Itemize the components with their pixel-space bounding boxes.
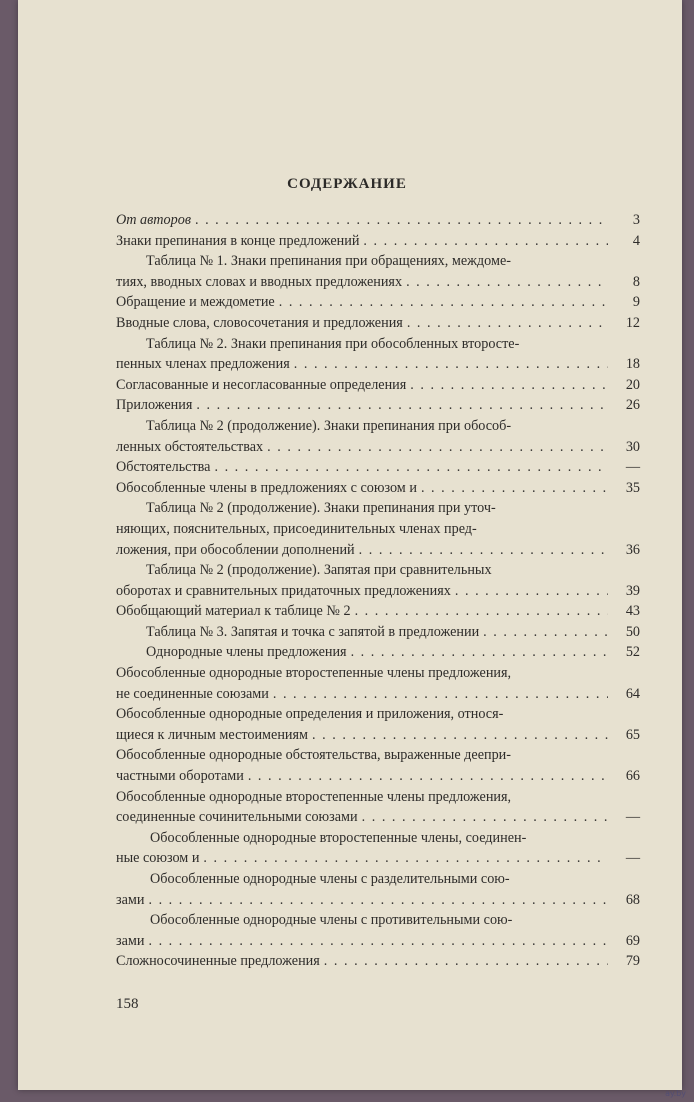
toc-entry-text: Сложносочиненные предложения — [116, 953, 320, 970]
toc-entry-text: соединенные сочинительными союзами — [116, 809, 358, 826]
leader-dots — [403, 313, 608, 334]
toc-entry — [116, 231, 640, 252]
toc-entry — [116, 395, 640, 416]
toc-entry-text: Обособленные однородные определения и приложения, относя- — [116, 706, 504, 723]
toc-entry — [116, 313, 640, 334]
toc-entry-text: зами — [116, 932, 145, 949]
toc-entry — [116, 560, 640, 601]
toc-entry-text: Обособленные однородные второстепенные члены предложения, — [116, 788, 512, 805]
toc-entry-text: Обращение и междометие — [116, 294, 275, 311]
leader-dots — [290, 354, 608, 375]
page-title: СОДЕРЖАНИЕ — [287, 176, 407, 192]
toc-entry — [116, 601, 640, 622]
toc-page-number: 64 — [625, 685, 640, 702]
leader-dots — [355, 540, 608, 561]
leader-dots — [359, 231, 608, 252]
toc-page-number: — — [625, 850, 640, 867]
leader-dots — [269, 684, 608, 705]
toc-entry-text: оборотах и сравнительных придаточных предложениях — [116, 582, 451, 599]
leader-dots — [210, 457, 608, 478]
toc-entry — [116, 869, 640, 910]
leader-dots — [144, 890, 608, 911]
table-of-contents — [116, 210, 640, 972]
leader-dots — [144, 931, 608, 952]
toc-page-number: — — [625, 459, 640, 476]
toc-entry — [116, 622, 640, 643]
toc-entry — [116, 416, 640, 457]
toc-entry-text: Обстоятельства — [116, 459, 211, 476]
toc-entry-text: Однородные члены предложения — [146, 644, 347, 661]
toc-page-number: 12 — [625, 314, 640, 331]
toc-entry — [116, 745, 640, 786]
toc-page-number: 50 — [625, 623, 640, 640]
toc-entry — [116, 478, 640, 499]
leader-dots — [406, 375, 608, 396]
leader-dots — [417, 478, 608, 499]
toc-entry-text: не соединенные союзами — [116, 685, 269, 702]
toc-entry — [116, 828, 640, 869]
toc-entry — [116, 457, 640, 478]
leader-dots — [244, 766, 608, 787]
toc-page-number: 26 — [625, 397, 640, 414]
toc-page-number: 36 — [625, 541, 640, 558]
toc-entry-text: Обособленные однородные второстепенные члены предложения, — [116, 665, 512, 682]
leader-dots — [479, 622, 608, 643]
toc-entry-text: Обобщающий материал к таблице № 2 — [116, 603, 351, 620]
toc-entry-text: ложения, при обособлении дополнений — [116, 541, 355, 558]
toc-entry-text: пенных членах предложения — [116, 356, 290, 373]
toc-entry — [116, 334, 640, 375]
leader-dots — [263, 437, 608, 458]
toc-page-number: 69 — [625, 932, 640, 949]
toc-entry-text: Обособленные однородные второстепенные члены, соединен- — [150, 829, 527, 846]
toc-entry — [116, 787, 640, 828]
toc-entry — [116, 910, 640, 951]
toc-entry-text: Вводные слова, словосочетания и предложения — [116, 314, 403, 331]
toc-entry-text: Согласованные и несогласованные определения — [116, 376, 407, 393]
toc-entry-text: Таблица № 1. Знаки препинания при обращениях, междоме- — [146, 253, 511, 270]
watermark: ay.by — [665, 1089, 686, 1098]
toc-entry-text: От авторов — [116, 212, 191, 228]
toc-page-number: 20 — [625, 376, 640, 393]
leader-dots — [402, 272, 608, 293]
toc-page-number: 35 — [625, 479, 640, 496]
toc-entry — [116, 292, 640, 313]
toc-page-number: 39 — [625, 582, 640, 599]
toc-entry-text: Таблица № 2 (продолжение). Знаки препинания при обособ- — [146, 417, 512, 434]
toc-entry-text: частными оборотами — [116, 768, 244, 785]
toc-page-number: 65 — [625, 726, 640, 743]
leader-dots — [275, 292, 608, 313]
toc-entry-text: Обособленные члены в предложениях с союзом и — [116, 479, 417, 496]
toc-entry-text: няющих, пояснительных, присоединительных членах пред- — [116, 520, 477, 537]
toc-page-number: 43 — [625, 603, 640, 620]
leader-dots — [191, 210, 608, 231]
leader-dots — [199, 848, 608, 869]
toc-entry-text: Приложения — [116, 397, 193, 414]
toc-entry — [116, 663, 640, 704]
toc-entry-text: Обособленные однородные члены с противительными сою- — [150, 912, 513, 929]
leader-dots — [351, 601, 608, 622]
toc-entry-text: ные союзом и — [116, 850, 200, 867]
toc-entry — [116, 498, 640, 560]
toc-entry — [116, 704, 640, 745]
toc-page-number: 8 — [632, 273, 640, 290]
toc-entry-text: Таблица № 2 (продолжение). Знаки препинания при уточ- — [146, 500, 496, 517]
toc-page-number: 18 — [625, 356, 640, 373]
toc-entry-text: ленных обстоятельствах — [116, 438, 264, 455]
toc-entry — [116, 951, 640, 972]
toc-page-number: 52 — [625, 644, 640, 661]
leader-dots — [358, 807, 608, 828]
toc-page-number: 4 — [632, 232, 640, 249]
toc-entry-text: тиях, вводных словах и вводных предложениях — [116, 273, 403, 290]
leader-dots — [320, 951, 608, 972]
toc-entry — [116, 375, 640, 396]
toc-page-number: 3 — [632, 212, 640, 228]
toc-entry — [116, 642, 640, 663]
toc-entry — [116, 251, 640, 292]
toc-entry-text: Обособленные однородные члены с разделительными сою- — [150, 871, 510, 887]
leader-dots — [347, 642, 608, 663]
toc-entry-text: Обособленные однородные обстоятельства, выраженные деепри- — [116, 747, 511, 764]
toc-page-number: 68 — [625, 891, 640, 908]
toc-page-number: 79 — [625, 953, 640, 970]
toc-page-number: 9 — [632, 294, 640, 311]
leader-dots — [192, 395, 608, 416]
toc-entry — [116, 210, 640, 231]
toc-entry-text: зами — [116, 891, 145, 908]
toc-page-number: 30 — [625, 438, 640, 455]
leader-dots — [308, 725, 608, 746]
toc-page-number: — — [625, 809, 640, 826]
toc-page-number: 66 — [625, 768, 640, 785]
toc-entry-text: Таблица № 2 (продолжение). Запятая при сравнительных — [146, 562, 492, 579]
toc-entry-text: Знаки препинания в конце предложений — [116, 232, 360, 249]
toc-entry-text: Таблица № 2. Знаки препинания при обособленных второсте- — [146, 335, 520, 352]
page-number: 158 — [116, 996, 139, 1012]
toc-entry-text: щиеся к личным местоимениям — [116, 726, 309, 743]
toc-entry-text: Таблица № 3. Запятая и точка с запятой в предложении — [146, 623, 480, 640]
leader-dots — [451, 581, 608, 602]
